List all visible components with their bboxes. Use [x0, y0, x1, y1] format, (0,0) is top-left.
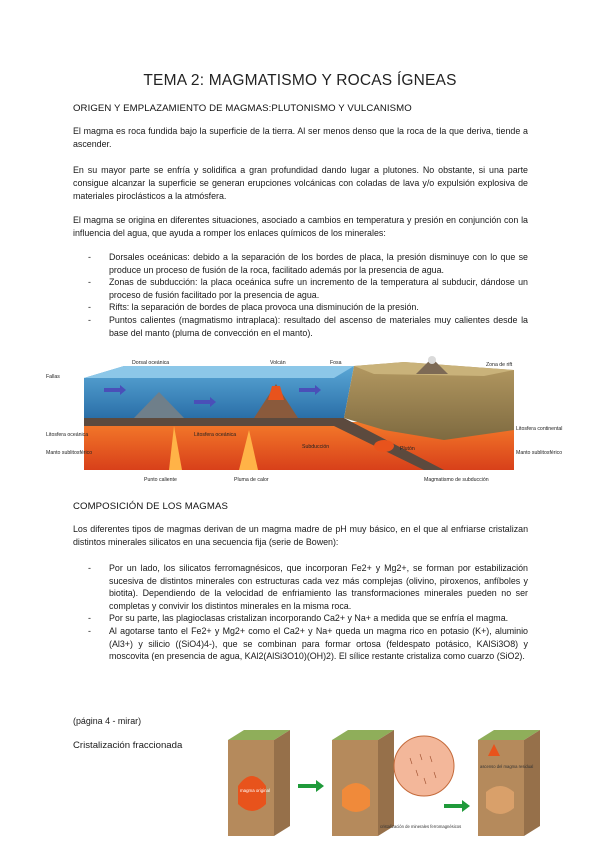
block-3: [478, 730, 540, 836]
bullet-rifts: - Rifts: la separación de bordes de placa provoca una disminución de la presión.: [88, 301, 528, 314]
magnified-view: [394, 736, 454, 796]
bullet-list-origen: [88, 251, 528, 339]
page-title: TEMA 2: MAGMATISMO Y ROCAS ÍGNEAS: [143, 72, 457, 89]
bullet-list-composicion: [88, 562, 528, 663]
section-heading-composicion: COMPOSICIÓN DE LOS MAGMAS: [73, 501, 228, 512]
ocean-surface: [84, 366, 354, 378]
label-magma-original: magma original: [240, 788, 271, 793]
label-litosfera-oceanica-center: Litosfera oceánica: [194, 432, 237, 438]
arrow-2-icon: [444, 800, 470, 812]
section-heading-origen: ORIGEN Y EMPLAZAMIENTO DE MAGMAS:PLUTONISMO Y VULCANISMO: [73, 103, 412, 114]
magma-chamber-3: [486, 786, 514, 814]
plate-tectonics-diagram: [44, 360, 563, 484]
label-punto-caliente: Punto caliente: [144, 477, 177, 483]
label-manto-right: Manto sublitosférico: [516, 450, 563, 456]
bullet-plagioclasas: - Por su parte, las plagioclasas cristalizan incorporando Ca2+ y Na+ a medida que se enfría el magma.: [88, 612, 528, 625]
fractional-crystallization-diagram: [222, 726, 552, 844]
magma-chamber-2: [342, 783, 370, 812]
bullet-ferromagnesicos: - Por un lado, los silicatos ferromagnésicos, que incorporan Fe2+ y Mg2+, se forman por estabilización sucesiva de distintos minerales con estructuras cada vez más complejas (olivino, piroxenos, anfíboles y biotita). Dependiendo de la velocidad de enfriamiento las transformaciones minerales pueden no ser completas y convivir los distintos minerales en la misma roca.: [88, 562, 528, 612]
label-dorsal: Dorsal oceánica: [132, 360, 170, 366]
label-magmatismo: Magmatismo de subducción: [424, 477, 489, 483]
bullet-potasio: - Al agotarse tanto el Fe2+ y Mg2+ como el Ca2+ y Na+ queda un magma rico en potasio (K+), aluminio (Al3+) y silicio ((SiO4)4-), que se combinan para formar ortosa (feldespato potásico, KAlSi3O8) y moscovita (en presencia de agua, KAl2(AlSi3O10)(OH)2). El sílice restante cristaliza como cuarzo (SiO2).: [88, 625, 528, 663]
label-cristales: cristalización de minerales ferromagnésicos: [380, 824, 462, 829]
label-pluton: Plutón: [400, 446, 415, 452]
magma-chamber-1: [238, 776, 266, 811]
label-subduccion: Subducción: [302, 444, 330, 450]
label-residual: ascenso del magma residual: [480, 764, 534, 769]
bullet-dorsales: - Dorsales oceánicas: debido a la separación de los bordes de placa, la presión disminuye con lo que se produce un proceso de fusión de la roca, facilitado además por la presencia de agua.: [88, 251, 528, 276]
paragraph-origen: El magma se origina en diferentes situaciones, asociado a cambios en temperatura y presión en conjunción con la influencia del agua, que ayuda a romper los enlaces químicos de los minerales:: [73, 215, 528, 239]
label-volcan: Volcán: [270, 360, 286, 366]
paragraph-plutones: En su mayor parte se enfría y solidifica a gran profundidad dando lugar a plutones. No obstante, si una parte consigue alcanzar la superficie se generan erupciones volcánicas con coladas de lava y/o expulsión explosiva de materiales piroclásticos a la atmósfera.: [73, 165, 528, 202]
label-pluma: Pluma de calor: [234, 477, 269, 483]
label-litosfera-continental: Litosfera continental: [516, 426, 563, 432]
volcano-smoke: [428, 356, 436, 364]
label-fosa: Fosa: [330, 360, 342, 366]
paragraph-magma-def: El magma es roca fundida bajo la superficie de la tierra. Al ser menos denso que la roca de la que deriva, tiende a ascender.: [73, 126, 528, 150]
page-note: (página 4 - mirar): [73, 716, 142, 726]
label-fallas: Fallas: [46, 374, 60, 380]
figure-caption: Cristalización fraccionada: [73, 740, 183, 751]
arrow-1-icon: [298, 780, 324, 792]
bullet-subduccion: - Zonas de subducción: la placa oceánica sufre un incremento de la temperatura al subducir, dándose un proceso de fusión facilitado por la presencia de agua.: [88, 276, 528, 301]
label-zona-rift: Zona de rift: [486, 362, 513, 368]
paragraph-magma-madre: Los diferentes tipos de magmas derivan de un magma madre de pH muy básico, en el que al enfriarse cristalizan distintos minerales silicatos en una secuencia fija (serie de Bowen):: [73, 524, 528, 548]
bullet-puntos-calientes: - Puntos calientes (magmatismo intraplaca): resultado del ascenso de materiales muy calientes desde la base del manto (pluma de convección en el manto).: [88, 314, 528, 339]
block-2: [332, 730, 394, 836]
label-litosfera-oceanica-left: Litosfera oceánica: [46, 432, 89, 438]
pluton: [374, 440, 394, 452]
block-1: [228, 730, 290, 836]
label-manto-left: Manto sublitosférico: [46, 450, 93, 456]
